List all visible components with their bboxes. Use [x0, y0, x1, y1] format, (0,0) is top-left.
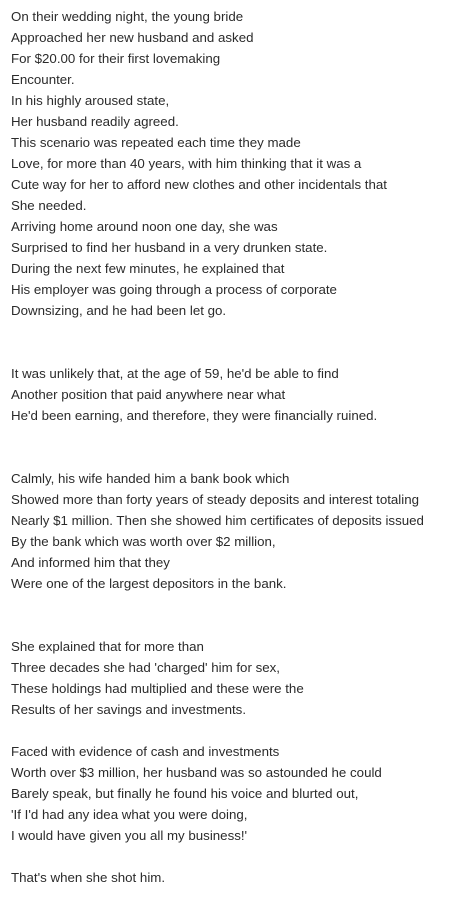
text-line: Surprised to find her husband in a very drunken state.	[11, 240, 328, 255]
text-line: This scenario was repeated each time they made	[11, 135, 301, 150]
text-line: Love, for more than 40 years, with him thinking that it was a	[11, 156, 362, 171]
text-line: In his highly aroused state,	[11, 93, 170, 108]
paragraph-wedding-night	[11, 6, 467, 321]
paragraph-spacer	[11, 426, 467, 468]
text-line: Showed more than forty years of steady deposits and interest totaling	[11, 492, 420, 507]
text-line: On their wedding night, the young bride	[11, 9, 244, 24]
text-line: Downsizing, and he had been let go.	[11, 303, 227, 318]
paragraph-reaction	[11, 741, 467, 846]
text-line: Worth over $3 million, her husband was so astounded he could	[11, 765, 382, 780]
paragraph-spacer	[11, 321, 467, 363]
text-line: Cute way for her to afford new clothes and other incidentals that	[11, 177, 387, 192]
text-line: Nearly $1 million. Then she showed him certificates of deposits issued	[11, 513, 424, 528]
text-line: 'If I'd had any idea what you were doing,	[11, 807, 248, 822]
text-line: Results of her savings and investments.	[11, 702, 247, 717]
text-line: For $20.00 for their first lovemaking	[11, 51, 221, 66]
story-text	[11, 6, 467, 888]
text-line: During the next few minutes, he explained that	[11, 261, 285, 276]
text-line: She explained that for more than	[11, 639, 204, 654]
text-line: Three decades she had 'charged' him for sex,	[11, 660, 280, 675]
paragraph-bank-book	[11, 468, 467, 594]
punchline: That's when she shot him.	[11, 870, 166, 885]
paragraph-spacer	[11, 720, 467, 741]
text-line: She needed.	[11, 198, 87, 213]
text-line: By the bank which was worth over $2 million,	[11, 534, 276, 549]
text-line: And informed him that they	[11, 555, 170, 570]
text-line: Arriving home around noon one day, she was	[11, 219, 278, 234]
paragraph-spacer	[11, 594, 467, 636]
text-line: Another position that paid anywhere near what	[11, 387, 286, 402]
paragraph-spacer	[11, 846, 467, 867]
text-line: It was unlikely that, at the age of 59, he'd be able to find	[11, 366, 339, 381]
paragraph-explanation	[11, 636, 467, 720]
text-line: Approached her new husband and asked	[11, 30, 254, 45]
text-line: Encounter.	[11, 72, 75, 87]
text-line: Were one of the largest depositors in the bank.	[11, 576, 287, 591]
text-line: Calmly, his wife handed him a bank book which	[11, 471, 290, 486]
text-line: These holdings had multiplied and these were the	[11, 681, 304, 696]
text-line: I would have given you all my business!'	[11, 828, 248, 843]
paragraph-age	[11, 363, 467, 426]
text-line: His employer was going through a process of corporate	[11, 282, 337, 297]
text-line: He'd been earning, and therefore, they were financially ruined.	[11, 408, 378, 423]
text-line: Faced with evidence of cash and investments	[11, 744, 280, 759]
text-line: Her husband readily agreed.	[11, 114, 179, 129]
text-line: Barely speak, but finally he found his voice and blurted out,	[11, 786, 359, 801]
